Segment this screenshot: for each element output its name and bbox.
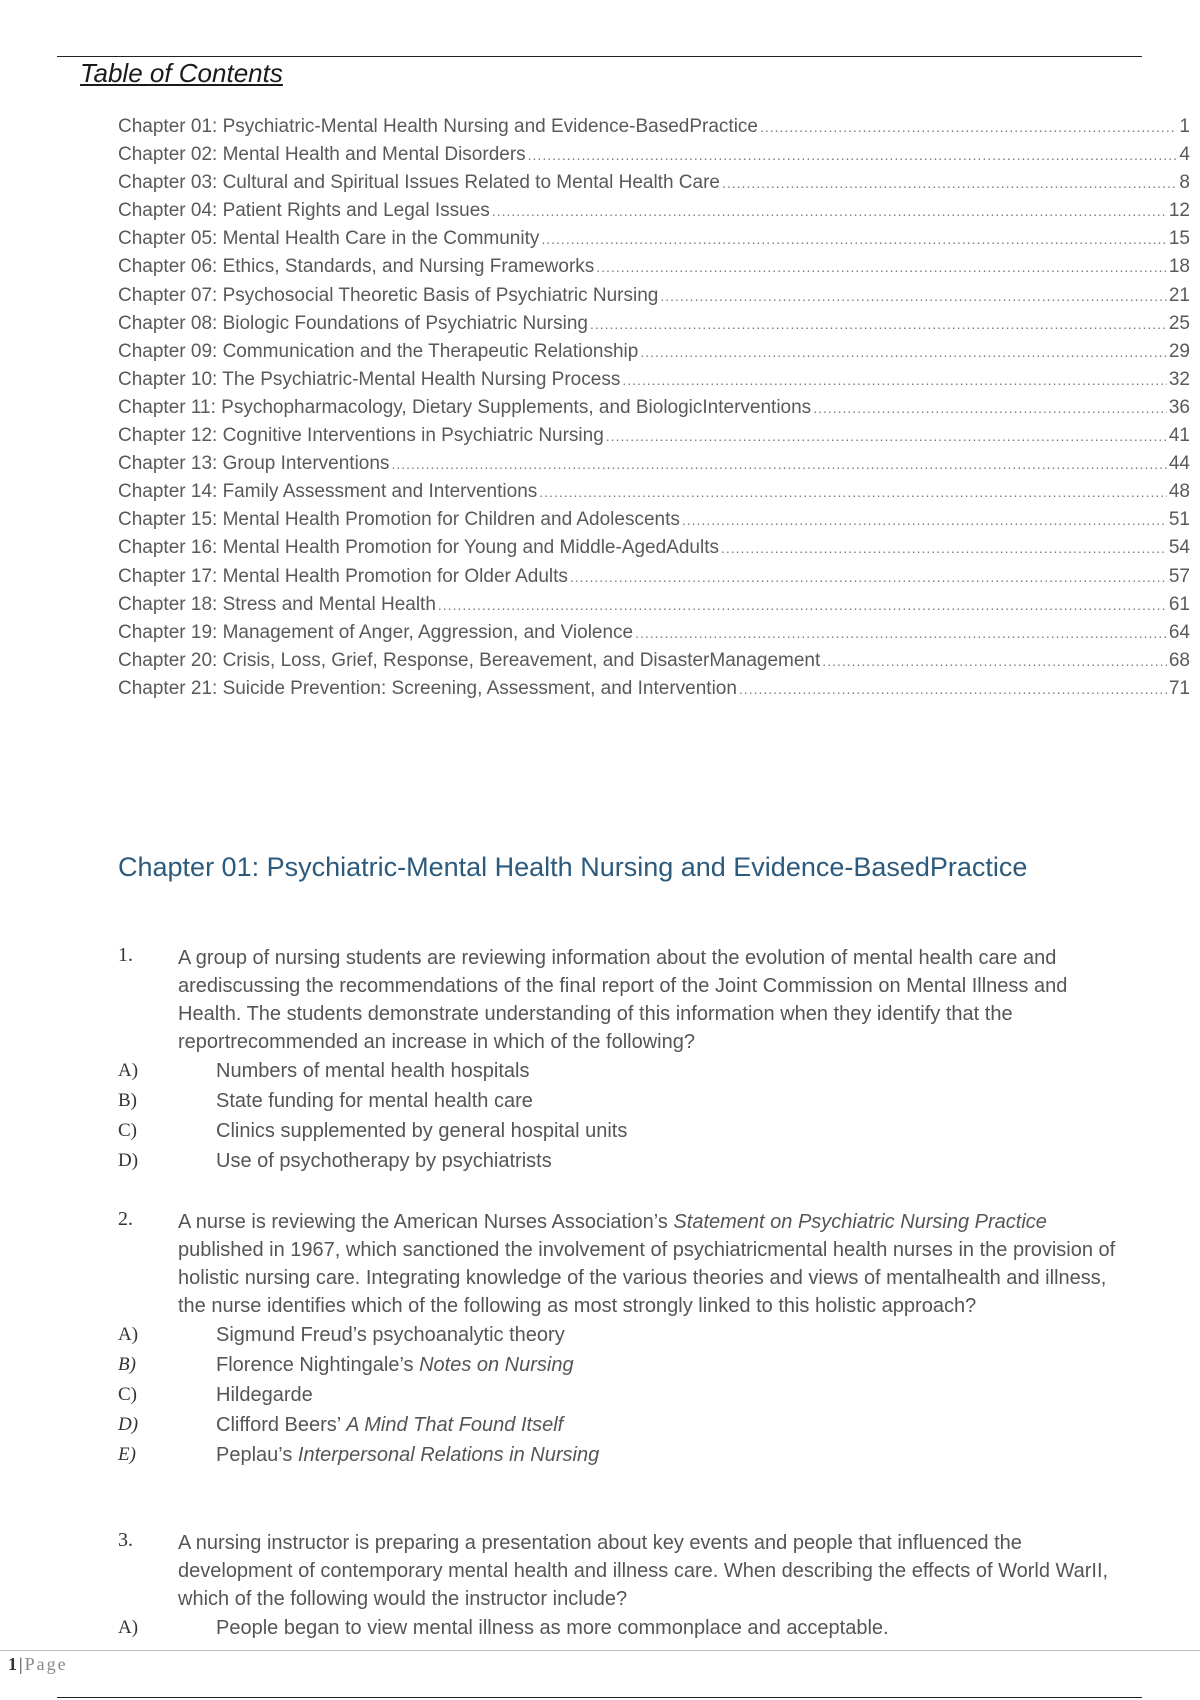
toc-entry[interactable] <box>118 622 1190 650</box>
option-text: People began to view mental illness as more commonplace and acceptable. <box>216 1616 889 1639</box>
toc-entry-page: 12 <box>1168 200 1190 222</box>
stem-text: published in 1967, which sanctioned the involvement of psychiatricmental health nurses in the provision of holistic nursing care. Integrating knowledge of the various theories and views of mentalhealth and illness, the nurse identifies which of the following as most strongly linked to this holistic approach? <box>178 1239 1116 1317</box>
toc-entry-page: 15 <box>1168 228 1190 250</box>
toc-entry-title: Chapter 09: Communication and the Therapeutic Relationship <box>118 340 639 362</box>
table-of-contents <box>118 116 1190 706</box>
dot-leader <box>391 456 1166 472</box>
toc-entry-title: Chapter 18: Stress and Mental Health <box>118 593 436 615</box>
toc-entry-title: Chapter 08: Biologic Foundations of Psychiatric Nursing <box>118 312 588 334</box>
option-letter: C) <box>118 1120 137 1141</box>
footer-page-label: Page <box>24 1654 68 1674</box>
option-text: Sigmund Freud’s psychoanalytic theory <box>216 1323 565 1346</box>
footer-page-number: 1 <box>8 1654 17 1674</box>
toc-entry[interactable] <box>118 509 1190 537</box>
page-footer <box>8 1654 68 1675</box>
toc-entry-page: 54 <box>1168 537 1190 559</box>
option-text: State funding for mental health care <box>216 1089 533 1112</box>
option-letter: A) <box>118 1617 139 1638</box>
toc-entry-page: 64 <box>1168 621 1190 643</box>
dot-leader <box>541 231 1166 247</box>
toc-entry-title: Chapter 01: Psychiatric-Mental Health Nursing and Evidence-BasedPractice <box>118 116 758 137</box>
option-letter: D) <box>118 1150 139 1171</box>
toc-entry-page: 41 <box>1168 425 1190 447</box>
question-2 <box>118 1208 1118 1470</box>
option-text-italic: Interpersonal Relations in Nursing <box>297 1443 600 1466</box>
question-stem: A group of nursing students are reviewing information about the evolution of mental health care and arediscussing the recommendations of the final report of the Joint Commission on Mental Illness and Health. The students demonstrate understanding of this information when they identify that the reportrecommended an increase in which of the following? <box>178 947 1068 1053</box>
answer-option[interactable] <box>118 1116 1118 1146</box>
footer-divider <box>0 1650 1200 1651</box>
answer-option[interactable] <box>118 1086 1118 1116</box>
toc-entry[interactable] <box>118 285 1190 313</box>
toc-entry-title: Chapter 04: Patient Rights and Legal Issues <box>118 200 490 222</box>
toc-entry-title: Chapter 21: Suicide Prevention: Screening, Assessment, and Intervention <box>118 677 737 699</box>
toc-entry-title: Chapter 07: Psychosocial Theoretic Basis of Psychiatric Nursing <box>118 284 659 306</box>
toc-entry-title: Chapter 20: Crisis, Loss, Grief, Response, Bereavement, and DisasterManagement <box>118 649 821 671</box>
toc-entry[interactable] <box>118 144 1190 172</box>
toc-entry[interactable] <box>118 678 1190 706</box>
option-text <box>216 1414 1118 1437</box>
toc-entry-page: 57 <box>1168 565 1190 587</box>
toc-entry[interactable] <box>118 453 1190 481</box>
toc-entry-title: Chapter 17: Mental Health Promotion for Older Adults <box>118 565 568 587</box>
option-text: Use of psychotherapy by psychiatrists <box>216 1149 552 1172</box>
toc-entry-page: 36 <box>1168 396 1190 418</box>
dot-leader <box>438 597 1167 613</box>
answer-option[interactable] <box>118 1056 1118 1086</box>
option-text-plain: Peplau’s <box>216 1443 298 1466</box>
dot-leader <box>813 400 1167 416</box>
toc-entry-title: Chapter 02: Mental Health and Mental Disorders <box>118 144 526 166</box>
toc-entry[interactable] <box>118 228 1190 256</box>
stem-text: A nurse is reviewing the American Nurses Association’s <box>178 1211 674 1233</box>
toc-entry-page: 48 <box>1168 481 1190 503</box>
toc-entry-page: 44 <box>1168 453 1190 475</box>
toc-entry-page: 25 <box>1168 312 1190 334</box>
toc-entry[interactable] <box>118 172 1190 200</box>
toc-entry[interactable] <box>118 650 1190 678</box>
dot-leader <box>682 512 1167 528</box>
dot-leader <box>660 288 1167 304</box>
dot-leader <box>760 119 1177 135</box>
dot-leader <box>640 344 1167 360</box>
answer-option[interactable] <box>118 1440 1118 1470</box>
toc-entry-title: Chapter 03: Cultural and Spiritual Issues Related to Mental Health Care <box>118 172 720 194</box>
option-letter: A) <box>118 1324 139 1345</box>
answer-option[interactable] <box>118 1410 1118 1440</box>
toc-entry-page: 1 <box>1179 116 1190 137</box>
toc-entry-title: Chapter 13: Group Interventions <box>118 453 390 475</box>
dot-leader <box>739 681 1167 697</box>
toc-entry-page: 8 <box>1179 172 1190 194</box>
toc-entry[interactable] <box>118 481 1190 509</box>
dot-leader <box>596 259 1167 275</box>
toc-entry[interactable] <box>118 116 1190 144</box>
option-letter: C) <box>118 1384 137 1405</box>
dot-leader <box>635 625 1167 641</box>
dot-leader <box>492 203 1167 219</box>
option-text <box>216 1354 1118 1377</box>
question-number: 3. <box>118 1529 133 1551</box>
toc-entry-title: Chapter 15: Mental Health Promotion for Children and Adolescents <box>118 509 680 531</box>
toc-entry-title: Chapter 06: Ethics, Standards, and Nursing Frameworks <box>118 256 595 278</box>
bottom-rule <box>57 1697 1142 1698</box>
toc-entry-page: 51 <box>1168 509 1190 531</box>
option-text-plain: Clifford Beers’ <box>216 1413 347 1436</box>
question-number: 2. <box>118 1208 133 1230</box>
toc-entry[interactable] <box>118 425 1190 453</box>
option-text-italic: A Mind That Found Itself <box>346 1413 564 1436</box>
toc-entry-title: Chapter 05: Mental Health Care in the Community <box>118 228 540 250</box>
option-letter: B) <box>118 1354 136 1375</box>
stem-italic-title: Statement on Psychiatric Nursing Practice <box>673 1211 1047 1233</box>
answer-option[interactable] <box>118 1350 1118 1380</box>
toc-entry[interactable] <box>118 200 1190 228</box>
dot-leader <box>590 316 1167 332</box>
dot-leader <box>622 372 1167 388</box>
question-1 <box>118 944 1118 1176</box>
option-letter: D) <box>118 1414 139 1435</box>
toc-entry[interactable] <box>118 369 1190 397</box>
answer-option[interactable] <box>118 1380 1118 1410</box>
question-stem: A nursing instructor is preparing a presentation about key events and people that influenced the development of contemporary mental health and illness care. When describing the effects of World WarII, which of the following would the instructor include? <box>178 1532 1109 1610</box>
option-letter: B) <box>118 1090 137 1111</box>
answer-option[interactable] <box>118 1320 1118 1350</box>
toc-entry-page: 68 <box>1168 649 1190 671</box>
option-text: Numbers of mental health hospitals <box>216 1059 530 1082</box>
option-text-italic: Notes on Nursing <box>419 1353 574 1376</box>
dot-leader <box>606 428 1167 444</box>
toc-entry-title: Chapter 19: Management of Anger, Aggression, and Violence <box>118 621 634 643</box>
footer-separator: | <box>19 1654 23 1674</box>
toc-entry-page: 18 <box>1168 256 1190 278</box>
toc-entry-title: Chapter 11: Psychopharmacology, Dietary Supplements, and BiologicInterventions <box>118 396 812 418</box>
option-letter: A) <box>118 1060 139 1081</box>
dot-leader <box>539 484 1167 500</box>
dot-leader <box>722 175 1177 191</box>
option-text <box>216 1444 1118 1467</box>
toc-heading: Table of Contents <box>80 58 283 88</box>
toc-entry[interactable] <box>118 256 1190 284</box>
toc-entry[interactable] <box>118 566 1190 594</box>
dot-leader <box>528 147 1178 163</box>
toc-entry-page: 71 <box>1168 677 1190 699</box>
toc-entry[interactable] <box>118 341 1190 369</box>
option-letter: E) <box>118 1444 136 1465</box>
toc-entry-title: Chapter 16: Mental Health Promotion for Young and Middle-AgedAdults <box>118 537 719 559</box>
toc-entry[interactable] <box>118 313 1190 341</box>
toc-entry-title: Chapter 10: The Psychiatric-Mental Health Nursing Process <box>118 368 621 390</box>
toc-entry-page: 61 <box>1168 593 1190 615</box>
toc-entry-page: 4 <box>1179 144 1190 166</box>
dot-leader <box>721 540 1167 556</box>
option-text: Clinics supplemented by general hospital units <box>216 1119 628 1142</box>
answer-option[interactable] <box>118 1613 1118 1643</box>
chapter-heading: Chapter 01: Psychiatric-Mental Health Nursing and Evidence-BasedPractice <box>118 852 1028 882</box>
option-text-plain: Florence Nightingale’s <box>216 1353 420 1376</box>
toc-entry-title: Chapter 14: Family Assessment and Interventions <box>118 481 538 503</box>
answer-option[interactable] <box>118 1146 1118 1176</box>
top-rule <box>57 56 1142 57</box>
question-3 <box>118 1529 1118 1643</box>
toc-entry-page: 29 <box>1168 340 1190 362</box>
toc-entry[interactable] <box>118 594 1190 622</box>
dot-leader <box>570 569 1167 585</box>
question-stem <box>178 1208 1118 1320</box>
toc-entry[interactable] <box>118 397 1190 425</box>
question-number: 1. <box>118 944 133 966</box>
toc-entry[interactable] <box>118 537 1190 565</box>
dot-leader <box>822 653 1167 669</box>
toc-entry-title: Chapter 12: Cognitive Interventions in Psychiatric Nursing <box>118 425 604 447</box>
option-text: Hildegarde <box>216 1383 313 1406</box>
toc-entry-page: 21 <box>1168 284 1190 306</box>
toc-entry-page: 32 <box>1168 368 1190 390</box>
